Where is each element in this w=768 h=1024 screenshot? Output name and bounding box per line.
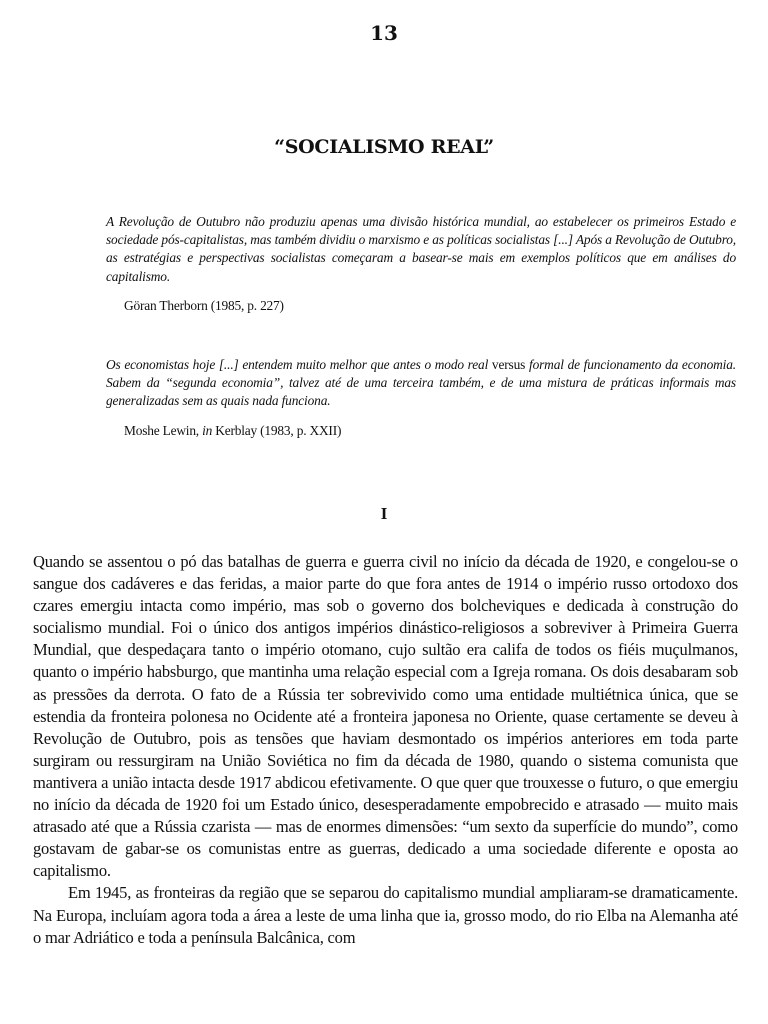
paragraph: Em 1945, as fronteiras da região que se separou do capitalismo mundial ampliaram-se dramaticamente. Na Europa, incluíam agora toda a área a leste de uma linha que ia, grosso modo, do rio Elba na Alemanha até o mar Adriático e toda a península Balcânica, com bbox=[33, 883, 738, 947]
epigraph-quote-versus: versus bbox=[491, 357, 526, 372]
epigraph bbox=[106, 356, 736, 440]
epigraph bbox=[106, 213, 736, 315]
epigraph-quote-part: formal de funcionamento da economia. Sabem da “segunda economia”, talvez até de uma terceira também, e de uma mistura de práticas informais mas generalizadas sem as quais nada funciona. bbox=[106, 357, 736, 409]
epigraph-quote-part: Os economistas hoje [...] entendem muito melhor que antes o modo real bbox=[106, 357, 492, 372]
epigraph-source-rest: Kerblay (1983, p. XXII) bbox=[212, 422, 342, 438]
epigraph-source-author: Moshe Lewin, bbox=[124, 422, 203, 438]
section-number: I bbox=[380, 504, 388, 523]
chapter-title: “SOCIALISMO REAL” bbox=[274, 136, 494, 158]
page-number: 13 bbox=[370, 21, 398, 45]
paragraph: Quando se assentou o pó das batalhas de guerra e guerra civil no início da década de 1920, e congelou-se o sangue dos cadáveres e das feridas, a maior parte do que fora antes de 1914 o império russo ortodoxo dos czares emergiu intacta como império, mas sob o governo dos bolcheviques e dedicada à construção do socialismo mundial. Foi o único dos antigos impérios dinástico-religiosos a sobreviver à Primeira Guerra Mundial, que despedaçara tanto o império otomano, cujo sultão era califa de todos os fiéis muçulmanos, quanto o império habsburgo, que mantinha uma relação especial com a Igreja romana. Os dois desabaram sob as pressões da derrota. O fato de a Rússia ter sobrevivido como uma entidade multiétnica única, que se estendia da fronteira polonesa no Ocidente até a fronteira japonesa no Oriente, quase certamente se deveu à Revolução de Outubro, pois as tensões que haviam desmontado os impérios anteriores em toda parte surgiram ou ressurgiram na União Soviética no fim da década de 1980, quando o sistema comunista que mantivera a união intacta desde 1917 abdicou efetivamente. O que quer que trouxesse o futuro, o que emergiu no início da década de 1920 foi um Estado único, desesperadamente empobrecido e atrasado — muito mais atrasado até que a Rússia czarista — mas de enormes dimensões: “um sexto da superfície do mundo”, como gostavam de gabar-se os comunistas entre as guerras, dedicado a uma sociedade diferente e oposta ao capitalismo. bbox=[33, 552, 738, 881]
epigraph-source-in: in bbox=[202, 422, 213, 438]
body-text bbox=[33, 551, 738, 949]
epigraph-quote bbox=[106, 356, 736, 411]
epigraph-source bbox=[106, 422, 736, 440]
epigraph-quote: A Revolução de Outubro não produziu apenas uma divisão histórica mundial, ao estabelecer os primeiros Estado e sociedade pós-capitalistas, mas também dividiu o marxismo e as políticas socialistas [...] Após a Revolução de Outubro, as estratégias e perspectivas socialistas começaram a basear-se mais em exemplos políticos que em análises do capitalismo. bbox=[106, 214, 736, 284]
epigraph-source: Göran Therborn (1985, p. 227) bbox=[124, 297, 284, 313]
